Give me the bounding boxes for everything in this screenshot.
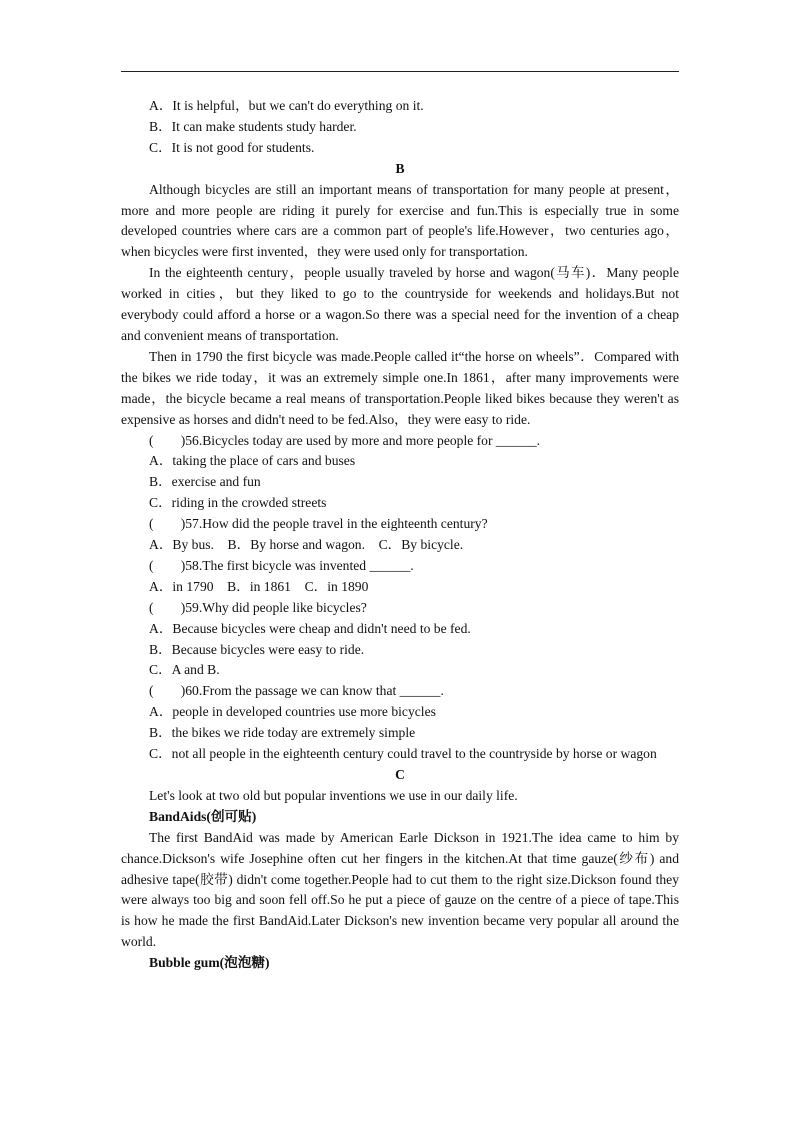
bandaids-paragraph: The first BandAid was made by American Earle Dickson in 1921.The idea came to him by chance.Dickson's wife Josephine often cut her fingers in the kitchen.At that time gauze(纱布) and adhesive tape(胶带) didn't come together.People had to cut them to the right size.Dickson found they were always too big and soon fell off.So he put a piece of gauze on the centre of a piece of tape.This is how he made the first BandAid.Later Dickson's new invention became very popular all around the world. [121, 829, 679, 950]
question-59-option-b: B．Because bicycles were easy to ride. [149, 641, 365, 657]
top-option-b: B．It can make students study harder. [149, 118, 357, 134]
section-b-heading: B [395, 160, 405, 176]
question-56-stem: ( )56.Bicycles today are used by more and more people for ______. [149, 432, 541, 448]
bandaids-title: BandAids(创可贴) [149, 808, 257, 824]
question-59-option-a: A．Because bicycles were cheap and didn't need to be fed. [149, 620, 471, 636]
section-b-paragraph-3: Then in 1790 the first bicycle was made.People called it“the horse on wheels”．Compared with the bikes we ride today，it was an extremely simple one.In 1861，after many improvements were made，the bicycle became a real means of transportation.People liked bikes because they weren't as expensive as horses and didn't need to be fed.Also，they were easy to ride. [121, 348, 679, 427]
header-rule [121, 71, 679, 72]
question-58-options: A．in 1790 B．in 1861 C．in 1890 [149, 578, 369, 594]
question-56-option-c: C．riding in the crowded streets [149, 495, 327, 511]
top-option-a: A．It is helpful，but we can't do everything on it. [149, 98, 424, 113]
question-58-stem: ( )58.The first bicycle was invented ______. [149, 557, 414, 573]
question-59-stem: ( )59.Why did people like bicycles? [149, 599, 367, 615]
bubble-gum-title: Bubble gum(泡泡糖) [149, 955, 270, 971]
question-60-stem: ( )60.From the passage we can know that ______. [149, 683, 444, 699]
question-56-option-a: A．taking the place of cars and buses [149, 453, 356, 469]
section-c-intro: Let's look at two old but popular inventions we use in our daily life. [149, 787, 518, 803]
section-b-paragraph-1: Although bicycles are still an important means of transportation for many people at present，more and more people are riding it purely for exercise and fun.This is especially true in some developed countries where cars are a common part of people's life.However，two centuries ago，when bicycles were first invented，they were used only for transportation. [121, 181, 679, 260]
document-page [121, 96, 679, 974]
question-59-option-c: C．A and B. [149, 662, 220, 678]
question-56-option-b: B．exercise and fun [149, 474, 261, 490]
top-option-c: C．It is not good for students. [149, 139, 315, 155]
question-57-stem: ( )57.How did the people travel in the eighteenth century? [149, 516, 488, 532]
question-60-option-c: C．not all people in the eighteenth century could travel to the countryside by horse or wagon [149, 746, 657, 762]
question-60-option-b: B．the bikes we ride today are extremely simple [149, 725, 416, 741]
section-b-paragraph-2: In the eighteenth century，people usually traveled by horse and wagon(马车)．Many people worked in cities，but they liked to go to the countryside for weekends and holidays.But not everybody could afford a horse or a wagon.So there was a special need for the invention of a cheap and convenient means of transportation. [121, 265, 679, 343]
question-57-options: A．By bus. B．By horse and wagon. C．By bicycle. [149, 537, 464, 553]
section-c-heading: C [395, 767, 405, 782]
question-60-option-a: A．people in developed countries use more bicycles [149, 704, 436, 720]
